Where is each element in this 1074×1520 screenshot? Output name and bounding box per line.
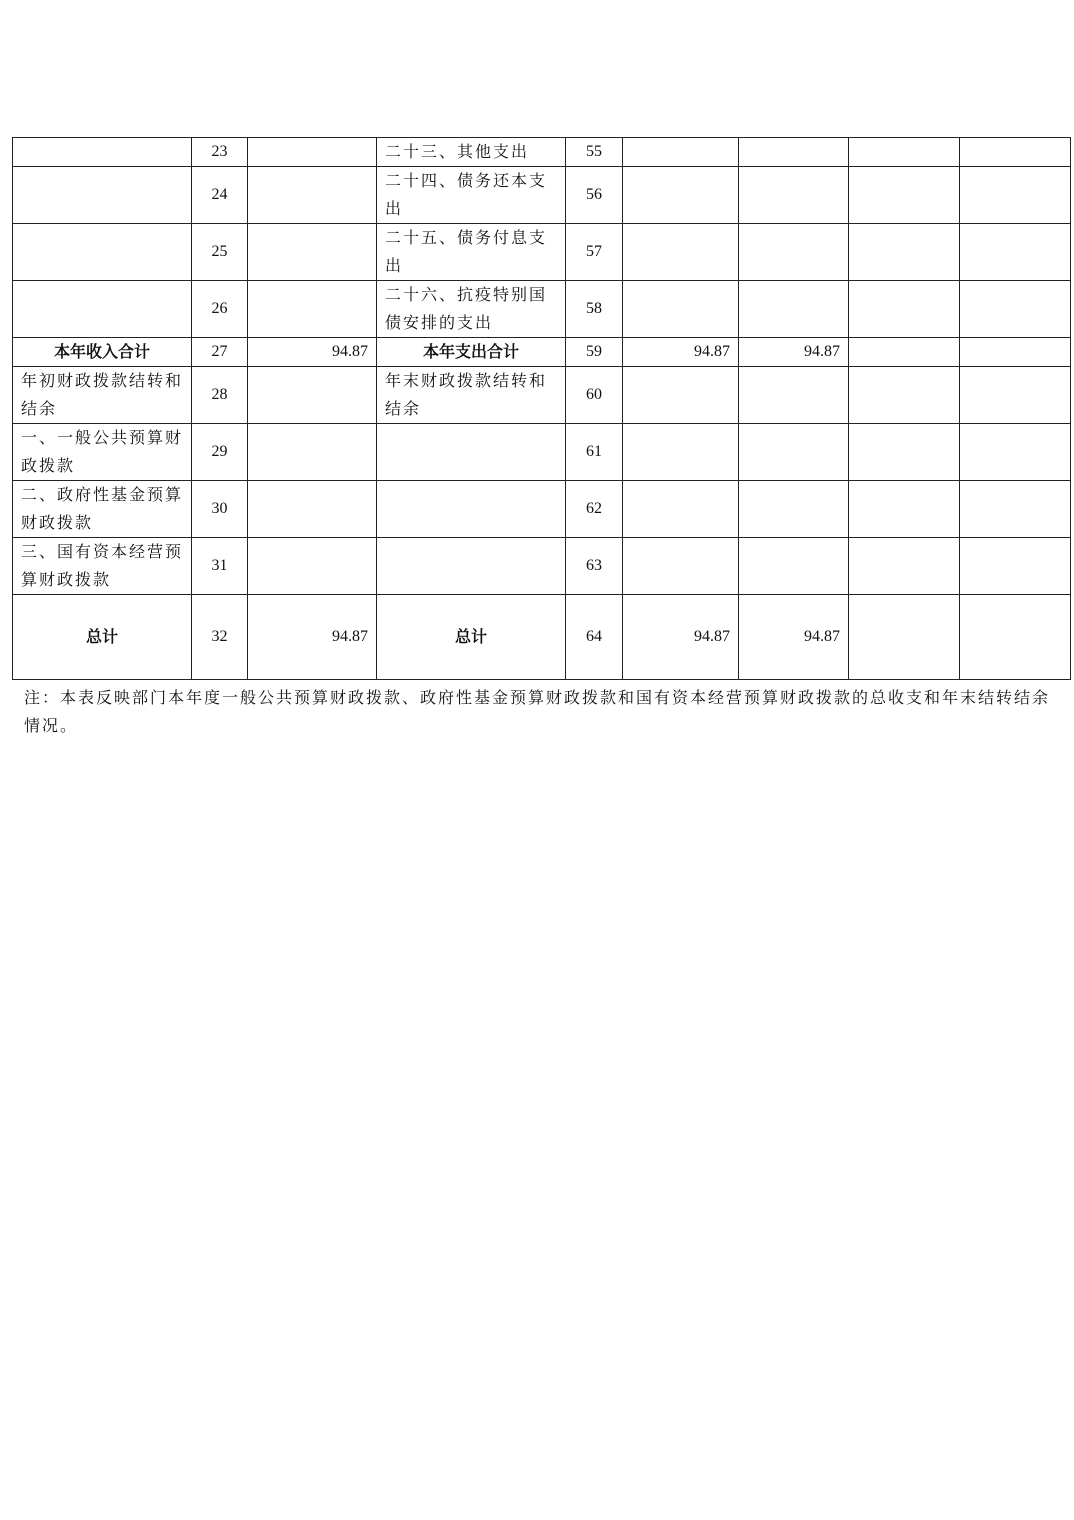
expense-line-no: 57 (566, 224, 623, 281)
expense-amount-fund (849, 481, 960, 538)
expense-amount-general (739, 481, 849, 538)
income-amount: 94.87 (248, 338, 377, 367)
budget-table (12, 137, 1071, 680)
expense-amount-capital (960, 424, 1071, 481)
expense-line-no: 56 (566, 167, 623, 224)
income-total-label: 总计 (13, 595, 192, 680)
income-amount (248, 167, 377, 224)
expense-amount-total: 94.87 (623, 338, 739, 367)
expense-amount-capital (960, 224, 1071, 281)
income-line-no: 27 (192, 338, 248, 367)
income-line-no: 26 (192, 281, 248, 338)
expense-amount-general (739, 281, 849, 338)
expense-amount-total (623, 138, 739, 167)
income-amount (248, 224, 377, 281)
income-line-no: 31 (192, 538, 248, 595)
income-label (13, 138, 192, 167)
expense-amount-general: 94.87 (739, 595, 849, 680)
income-line-no: 24 (192, 167, 248, 224)
expense-amount-total (623, 481, 739, 538)
expense-label: 年末财政拨款结转和结余 (377, 367, 566, 424)
expense-line-no: 62 (566, 481, 623, 538)
table-row-subtotal (13, 338, 1071, 367)
expense-amount-general: 94.87 (739, 338, 849, 367)
table-row (13, 481, 1071, 538)
expense-label: 二十六、抗疫特别国债安排的支出 (377, 281, 566, 338)
expense-label: 二十四、债务还本支出 (377, 167, 566, 224)
expense-amount-total (623, 281, 739, 338)
expense-amount-general (739, 538, 849, 595)
expense-line-no: 63 (566, 538, 623, 595)
expense-amount-fund (849, 424, 960, 481)
expense-amount-capital (960, 281, 1071, 338)
income-amount (248, 138, 377, 167)
expense-amount-general (739, 424, 849, 481)
income-amount (248, 481, 377, 538)
expense-amount-capital (960, 138, 1071, 167)
expense-line-no: 61 (566, 424, 623, 481)
income-label (13, 281, 192, 338)
expense-line-no: 55 (566, 138, 623, 167)
expense-amount-fund (849, 224, 960, 281)
income-line-no: 25 (192, 224, 248, 281)
expense-amount-total: 94.87 (623, 595, 739, 680)
income-subtotal-label: 本年收入合计 (13, 338, 192, 367)
income-amount (248, 424, 377, 481)
table-row (13, 138, 1071, 167)
expense-amount-total (623, 224, 739, 281)
expense-amount-total (623, 167, 739, 224)
table-row (13, 424, 1071, 481)
expense-label (377, 538, 566, 595)
expense-line-no: 59 (566, 338, 623, 367)
expense-amount-general (739, 367, 849, 424)
expense-amount-capital (960, 481, 1071, 538)
expense-amount-fund (849, 167, 960, 224)
expense-amount-total (623, 424, 739, 481)
expense-amount-fund (849, 595, 960, 680)
expense-label: 二十五、债务付息支出 (377, 224, 566, 281)
expense-amount-capital (960, 167, 1071, 224)
income-amount: 94.87 (248, 595, 377, 680)
table-row (13, 281, 1071, 338)
expense-line-no: 60 (566, 367, 623, 424)
expense-amount-general (739, 224, 849, 281)
income-label (13, 167, 192, 224)
expense-label (377, 481, 566, 538)
expense-label (377, 424, 566, 481)
table-footnote: 注：本表反映部门本年度一般公共预算财政拨款、政府性基金预算财政拨款和国有资本经营预算财政拨款的总收支和年末结转结余情况。 (24, 688, 1051, 735)
expense-amount-capital (960, 538, 1071, 595)
expense-amount-total (623, 367, 739, 424)
income-label (13, 224, 192, 281)
expense-amount-capital (960, 595, 1071, 680)
table-row (13, 367, 1071, 424)
income-line-no: 32 (192, 595, 248, 680)
expense-amount-capital (960, 367, 1071, 424)
income-amount (248, 538, 377, 595)
income-amount (248, 281, 377, 338)
expense-amount-fund (849, 281, 960, 338)
table-row (13, 538, 1071, 595)
expense-subtotal-label: 本年支出合计 (377, 338, 566, 367)
income-line-no: 30 (192, 481, 248, 538)
income-line-no: 29 (192, 424, 248, 481)
income-label: 三、国有资本经营预算财政拨款 (13, 538, 192, 595)
expense-amount-fund (849, 367, 960, 424)
expense-amount-fund (849, 538, 960, 595)
expense-amount-capital (960, 338, 1071, 367)
income-line-no: 28 (192, 367, 248, 424)
income-amount (248, 367, 377, 424)
expense-amount-fund (849, 138, 960, 167)
expense-amount-total (623, 538, 739, 595)
table-row (13, 224, 1071, 281)
income-label: 一、一般公共预算财政拨款 (13, 424, 192, 481)
table-row-grand-total (13, 595, 1071, 680)
income-label: 二、政府性基金预算财政拨款 (13, 481, 192, 538)
table-row (13, 167, 1071, 224)
expense-line-no: 58 (566, 281, 623, 338)
expense-label: 二十三、其他支出 (377, 138, 566, 167)
expense-amount-general (739, 138, 849, 167)
expense-total-label: 总计 (377, 595, 566, 680)
expense-line-no: 64 (566, 595, 623, 680)
expense-amount-fund (849, 338, 960, 367)
income-line-no: 23 (192, 138, 248, 167)
expense-amount-general (739, 167, 849, 224)
income-label: 年初财政拨款结转和结余 (13, 367, 192, 424)
